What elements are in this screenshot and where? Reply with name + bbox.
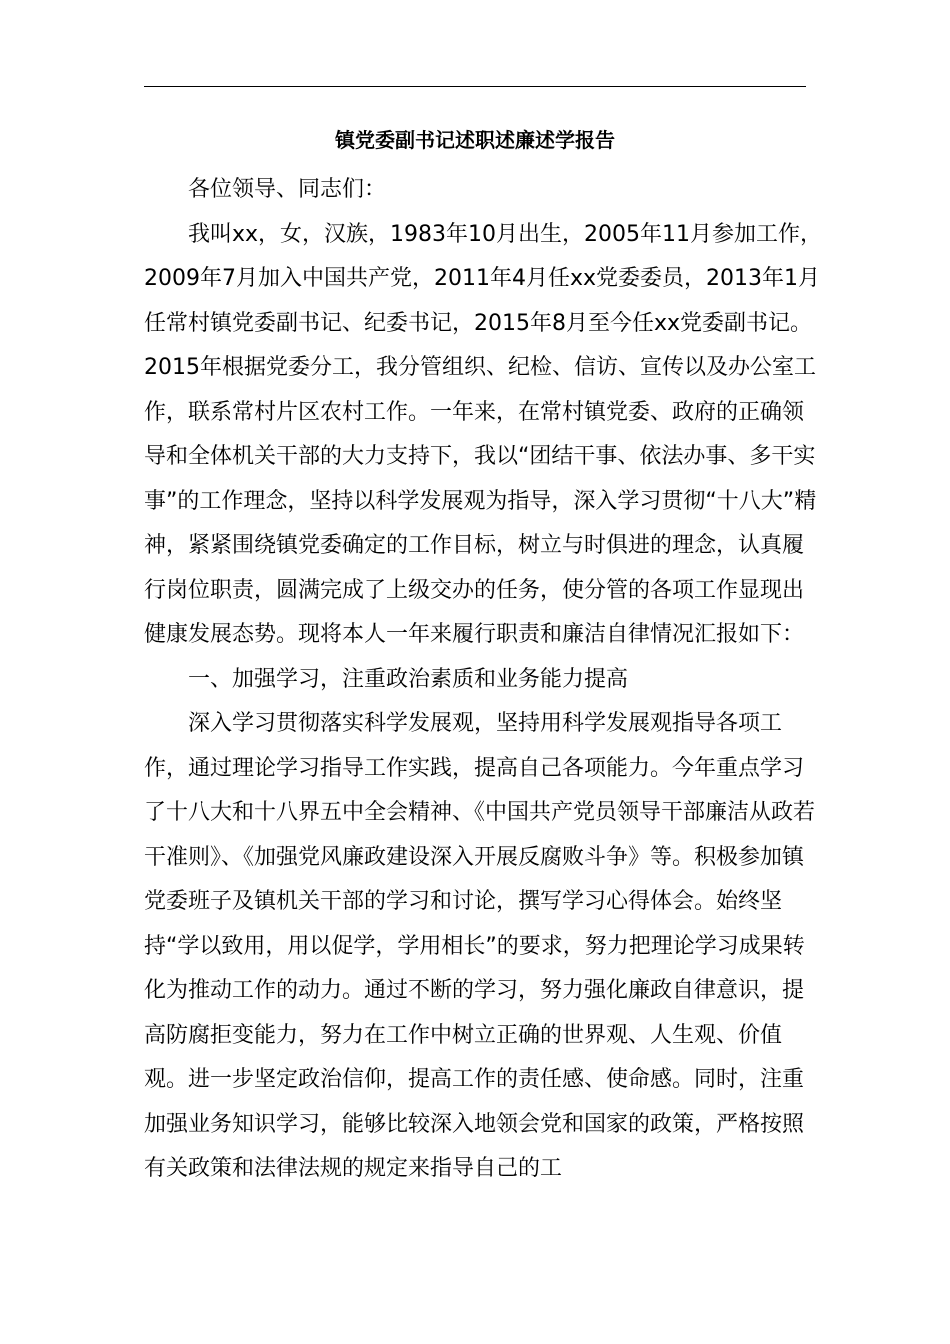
header-rule [144,86,806,87]
document-title: 镇党委副书记述职述廉述学报告 [335,128,615,152]
paragraph-intro: 我叫xx，女，汉族，1983年10月出生，2005年11月参加工作，2009年7月加入中国共产党，2011年4月任xx党委委员，2013年1月任常村镇党委副书记、纪委书记，2015年8月至今任xx党委副书记。2015年根据党委分工，我分管组织、纪检、信访、宣传以及办公室工作，联系常村片区农村工作。一年来，在常村镇党委、政府的正确领导和全体机关干部的大力支持下，我以“团结干事、依法办事、多干实事”的工作理念，坚持以科学发展观为指导，深入学习贯彻“十八大”精神，紧紧围绕镇党委确定的工作目标，树立与时俱进的理念，认真履行岗位职责，圆满完成了上级交办的任务，使分管的各项工作显现出健康发展态势。现将本人一年来履行职责和廉洁自律情况汇报如下： [144,221,823,647]
document-body [144,168,824,1192]
paragraph-study: 深入学习贯彻落实科学发展观，坚持用科学发展观指导各项工作，通过理论学习指导工作实践，提高自己各项能力。今年重点学习了十八大和十八界五中全会精神、《中国共产党员领导干部廉洁从政若干准则》、《加强党风廉政建设深入开展反腐败斗争》等。积极参加镇党委班子及镇机关干部的学习和讨论，撰写学习心得体会。始终坚持“学以致用，用以促学，学用相长”的要求，努力把理论学习成果转化为推动工作的动力。通过不断的学习，努力强化廉政自律意识，提高防腐拒变能力，努力在工作中树立正确的世界观、人生观、价值观。进一步坚定政治信仰，提高工作的责任感、使命感。同时，注重加强业务知识学习，能够比较深入地领会党和国家的政策，严格按照有关政策和法律法规的规定来指导自己的工 [144,711,816,1181]
salutation: 各位领导、同志们： [188,177,387,202]
section-heading-1: 一、加强学习，注重政治素质和业务能力提高 [188,666,629,692]
